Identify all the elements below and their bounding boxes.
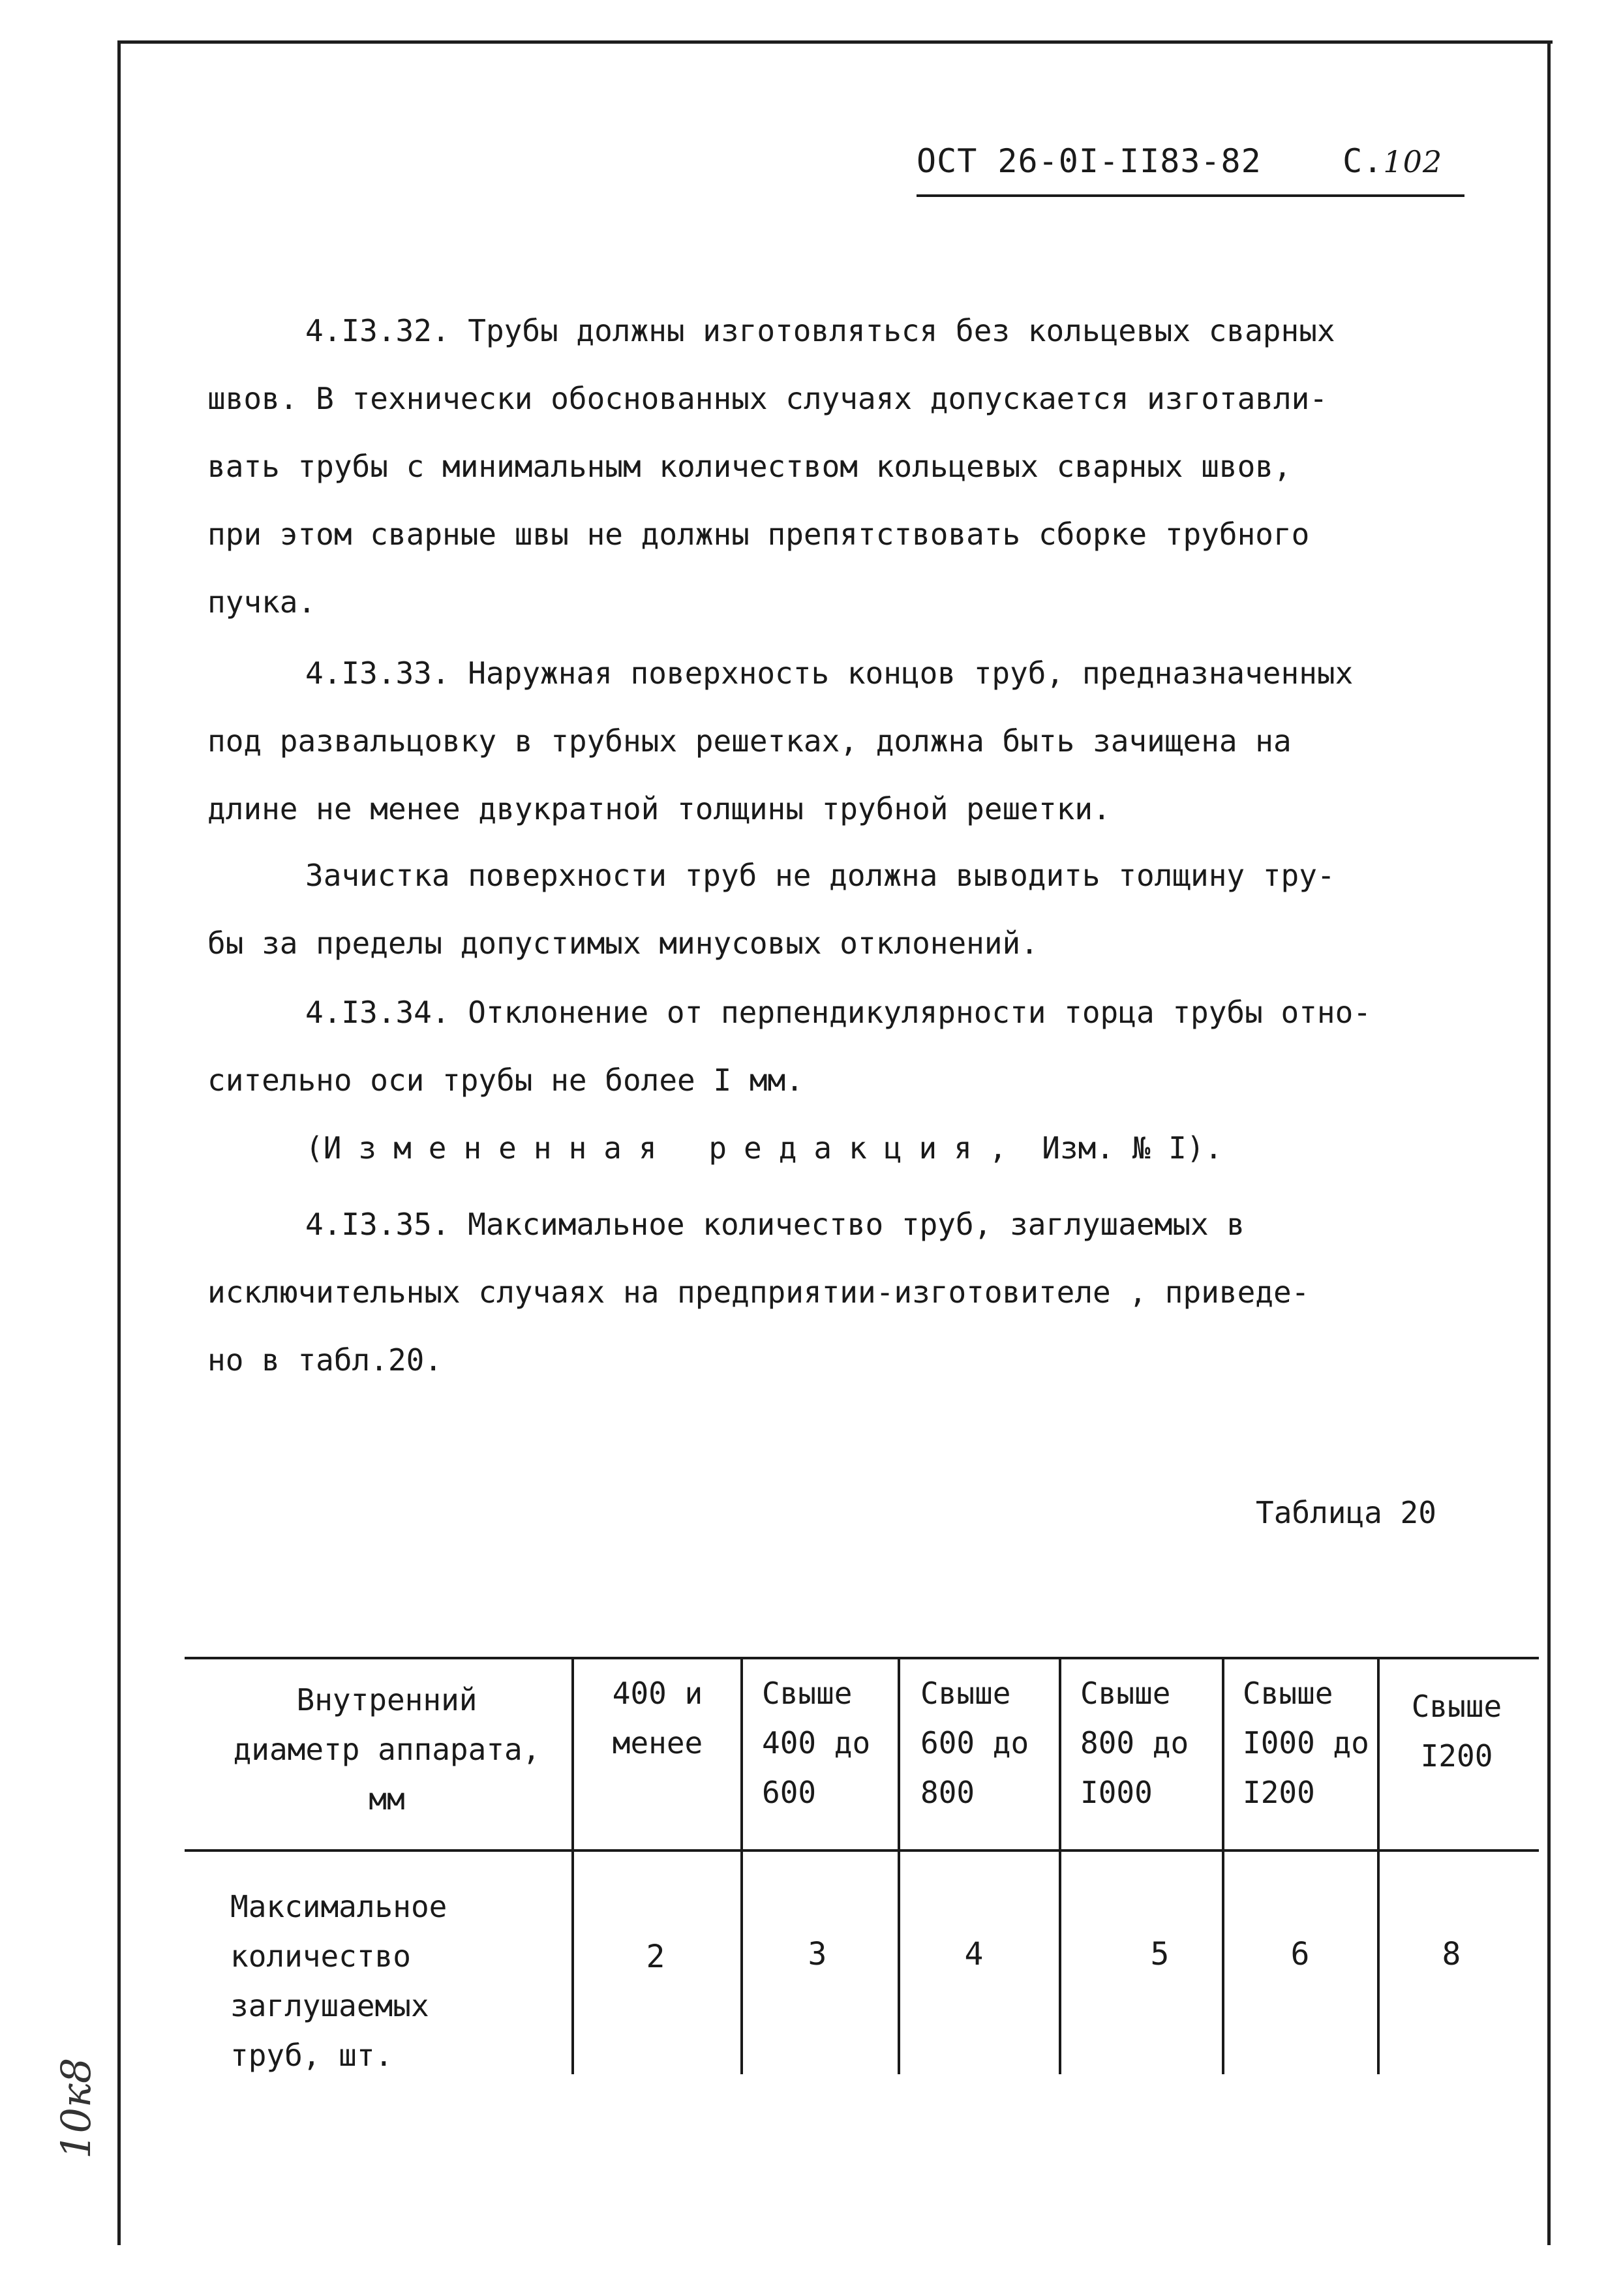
text-line: бы за пределы допустимых минусовых отклонений. [207,926,1039,961]
table-value: 8 [1442,1936,1461,1972]
text-line: но в табл.20. [207,1342,443,1378]
table-rule-mid [185,1849,1539,1852]
table-col-rule [1059,1657,1061,2074]
table-value: 5 [1150,1936,1170,1972]
table-header-col: Свыше 800 до I000 [1080,1676,1189,1810]
page-frame-left [117,40,121,2245]
text-line: сительно оси трубы не более I мм. [207,1063,804,1098]
clause-4-13-33 [207,639,1486,843]
table-value: 6 [1290,1936,1310,1972]
amendment-rest: Изм. № I). [1024,1130,1223,1166]
text-line: длине не менее двукратной толщины трубной решетки. [207,791,1111,826]
text-line: 4.I3.34. Отклонение от перпендикулярности торца трубы отно- [305,995,1371,1030]
table-header-col: 400 и менее [612,1676,703,1760]
table-rule-top [185,1657,1539,1659]
text-line: вать трубы с минимальным количеством кольцевых сварных швов, [207,449,1292,484]
table-header-col: Свыше I000 до I200 [1243,1676,1369,1810]
text-line: под развальцовку в трубных решетках, должна быть зачищена на [207,723,1292,759]
text-line: 4.I3.32. Трубы должны изготовляться без кольцевых сварных [305,313,1335,348]
text-line: Зачистка поверхности труб не должна выводить толщину тру- [305,858,1335,893]
table-value: 3 [808,1936,827,1972]
table-header-col: Свыше 400 до 600 [762,1676,871,1810]
table-header-diameter: Внутренний диаметр аппарата, мм [233,1682,541,1817]
amendment-open: ( [305,1130,324,1166]
amendment-note [207,1114,1486,1182]
amendment-spaced: Измененная редакция, [323,1130,1024,1166]
table-row-header-max-count: Максимальное количество заглушаемых труб, шт. [230,1889,447,2073]
page-prefix: С. [1342,142,1384,180]
text-line: 4.I3.35. Максимальное количество труб, заглушаемых в [305,1207,1245,1242]
clause-4-13-35 [207,1190,1486,1394]
clause-4-13-34 [207,978,1486,1182]
table-header-col: Свыше I200 [1411,1689,1502,1774]
text-line: швов. В технически обоснованных случаях допускается изготавли- [207,381,1328,416]
page-number: 102 [1383,144,1443,179]
table-20 [185,1657,1539,2074]
text-line: пучка. [207,584,316,620]
table-col-rule [740,1657,743,2074]
page-frame-top [117,40,1553,44]
clause-4-13-33-cont [207,841,1486,977]
margin-handwritten-note: 10к8 [52,2057,100,2159]
table-title: Таблица 20 [1256,1495,1436,1530]
table-col-rule [571,1657,574,2074]
page-frame-right [1547,40,1551,2245]
table-col-rule [1222,1657,1224,2074]
page-header [917,142,1464,197]
text-line: исключительных случаях на предприятии-изготовителе , приведе- [207,1275,1310,1310]
text-line: 4.I3.33. Наружная поверхность концов труб, предназначенных [305,656,1354,691]
table-value: 2 [646,1939,665,1975]
table-value: 4 [964,1936,984,1972]
clause-4-13-32 [207,297,1486,636]
table-header-col: Свыше 600 до 800 [920,1676,1029,1810]
standard-code: ОСТ 26-0I-II83-82 [917,142,1262,180]
text-line: при этом сварные швы не должны препятствовать сборке трубного [207,517,1310,552]
